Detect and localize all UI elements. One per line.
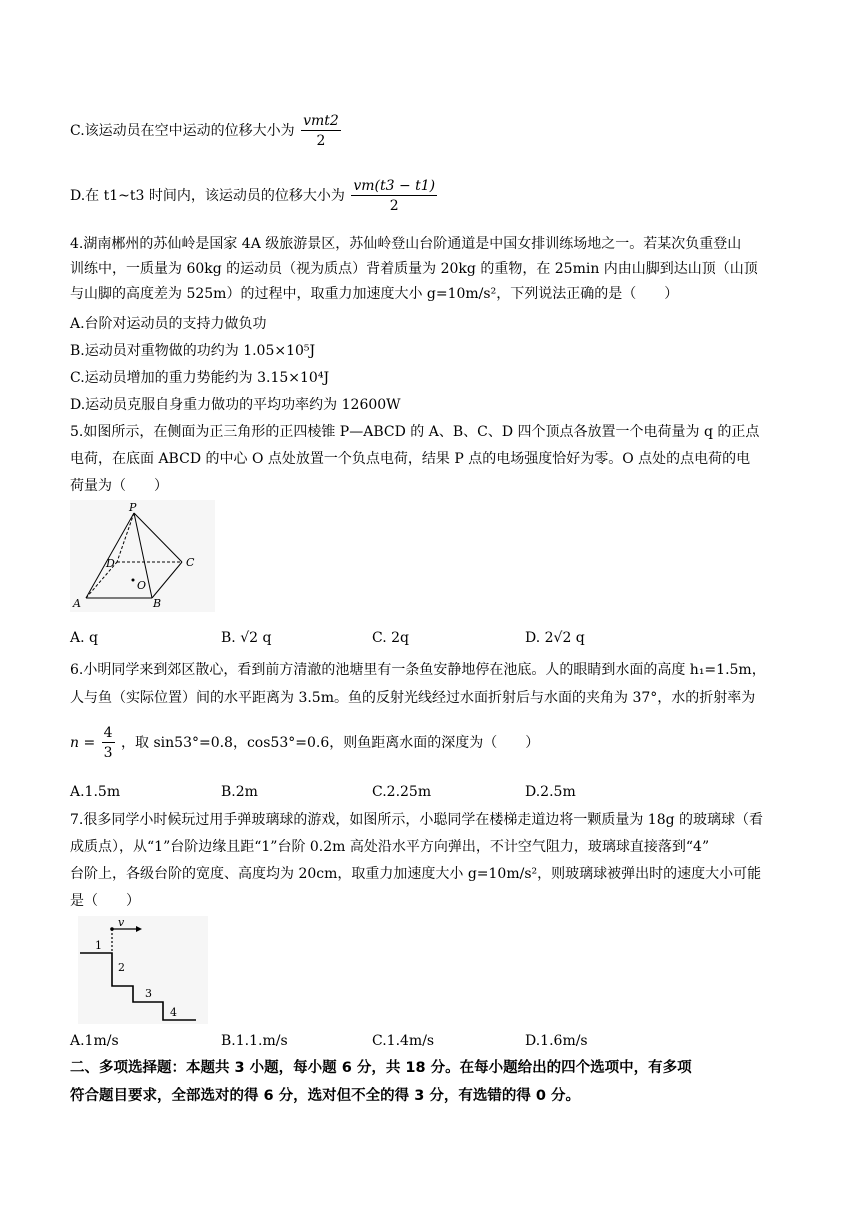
q5-pyramid-figure	[70, 500, 215, 612]
q4-stem-line-3: 与山脚的高度差为 525m）的过程中，取重力加速度大小 g=10m/s²，下列说法正确的是（ ）	[70, 286, 679, 302]
q7-label-v: v	[118, 916, 125, 929]
q6-stem-line-3	[70, 720, 539, 766]
q6-stem-line-1: 6.小明同学来到郊区散心，看到前方清澈的池塘里有一条鱼安静地停在池底。人的眼睛到水面的高度 h₁=1.5m，	[70, 662, 766, 678]
q7-stairs-figure	[78, 916, 208, 1024]
q6-option-c: C.2.25m	[372, 784, 432, 800]
q7-option-a: A.1m/s	[70, 1033, 119, 1049]
q7-option-d: D.1.6m/s	[525, 1033, 588, 1049]
q5-point-o-dot	[132, 579, 135, 582]
q6-n-denominator: 3	[103, 744, 113, 761]
q3-option-d-fraction	[351, 177, 437, 216]
q6-stem-line-2: 人与鱼（实际位置）间的水平距离为 3.5m。鱼的反射光线经过水面折射后与水面的夹角为 37°，水的折射率为	[70, 690, 756, 706]
q5-option-a: A. q	[70, 630, 98, 646]
section-2-heading-line-1: 二、多项选择题：本题共 3 小题，每小题 6 分，共 18 分。在每小题给出的四个选项中，有多项	[70, 1060, 692, 1076]
q6-option-a: A.1.5m	[70, 784, 121, 800]
q3-option-c-denominator: 2	[316, 132, 326, 149]
q7-label-step-2: 2	[118, 961, 125, 974]
q7-label-step-4: 4	[170, 1006, 177, 1019]
q5-label-a: A	[73, 597, 81, 610]
q4-stem-line-2: 训练中，一质量为 60kg 的运动员（视为质点）背着质量为 20kg 的重物，在 25min 内由山脚到达山顶（山顶	[70, 261, 758, 277]
q5-label-o: O	[137, 579, 147, 592]
q5-stem-line-1: 5.如图所示，在侧面为正三角形的正四棱锥 P—ABCD 的 A、B、C、D 四个顶点各放置一个电荷量为 q 的正点	[70, 424, 760, 440]
q7-label-step-1: 1	[95, 939, 102, 952]
q7-option-b: B.1.1.m/s	[221, 1033, 288, 1049]
q6-stem-line-3-rest: ，取 sin53°=0.8，cos53°=0.6，则鱼距离水面的深度为（ ）	[121, 735, 540, 751]
q3-option-c	[70, 108, 343, 154]
q5-stem-line-3: 荷量为（ ）	[70, 478, 168, 494]
q7-option-c: C.1.4m/s	[372, 1033, 435, 1049]
q5-stem-line-2: 电荷，在底面 ABCD 的中心 O 点处放置一个负点电荷，结果 P 点的电场强度恰好为零。O 点处的点电荷的电	[70, 451, 751, 467]
q7-stem-line-4: 是（ ）	[70, 893, 140, 909]
q4-option-a: A.台阶对运动员的支持力做负功	[70, 316, 267, 332]
q4-stem-line-1: 4.湖南郴州的苏仙岭是国家 4A 级旅游景区，苏仙岭登山台阶通道是中国女排训练场地之一。若某次负重登山	[70, 236, 742, 252]
q7-label-step-3: 3	[145, 987, 152, 1000]
q5-option-c: C. 2q	[372, 630, 409, 646]
q7-stem-line-3: 台阶上，各级台阶的宽度、高度均为 20cm，取重力加速度大小 g=10m/s²，则玻璃球被弹出时的速度大小可能	[70, 866, 762, 882]
q3-option-d-numerator: vm(t3 − t1)	[353, 177, 436, 194]
q3-option-c-fraction	[301, 112, 341, 151]
q3-option-d	[70, 173, 439, 219]
q5-label-p: P	[129, 501, 137, 514]
section-2-heading-line-2: 符合题目要求，全部选对的得 6 分，选对但不全的得 3 分，有选错的得 0 分。	[70, 1088, 581, 1104]
q5-label-d: D	[106, 557, 115, 570]
q3-option-c-text: C.该运动员在空中运动的位移大小为	[70, 123, 295, 139]
q4-option-d: D.运动员克服自身重力做功的平均功率约为 12600W	[70, 397, 401, 413]
q6-n-fraction	[102, 724, 115, 763]
q6-option-d: D.2.5m	[525, 784, 576, 800]
q5-label-c: C	[186, 556, 195, 569]
q5-label-b: B	[153, 597, 162, 610]
q3-option-c-numerator: vmt2	[303, 112, 339, 129]
q6-n-symbol: n =	[70, 735, 96, 751]
q6-option-b: B.2m	[221, 784, 258, 800]
q5-option-b: B. √2 q	[221, 630, 272, 646]
q4-option-b: B.运动员对重物做的功约为 1.05×10⁵J	[70, 343, 316, 359]
q7-stem-line-1: 7.很多同学小时候玩过用手弹玻璃球的游戏，如图所示，小聪同学在楼梯走道边将一颗质量为 18g 的玻璃球（看	[70, 812, 764, 828]
q5-option-d: D. 2√2 q	[525, 630, 585, 646]
q4-option-c: C.运动员增加的重力势能约为 3.15×10⁴J	[70, 370, 330, 386]
q7-stem-line-2: 成质点），从“1”台阶边缘且距“1”台阶 0.2m 高处沿水平方向弹出，不计空气阻力，玻璃球直接落到“4”	[70, 839, 710, 855]
q3-option-d-text: D.在 t1~t3 时间内，该运动员的位移大小为	[70, 188, 345, 204]
q3-option-d-denominator: 2	[389, 197, 399, 214]
q6-n-numerator: 4	[103, 724, 113, 741]
